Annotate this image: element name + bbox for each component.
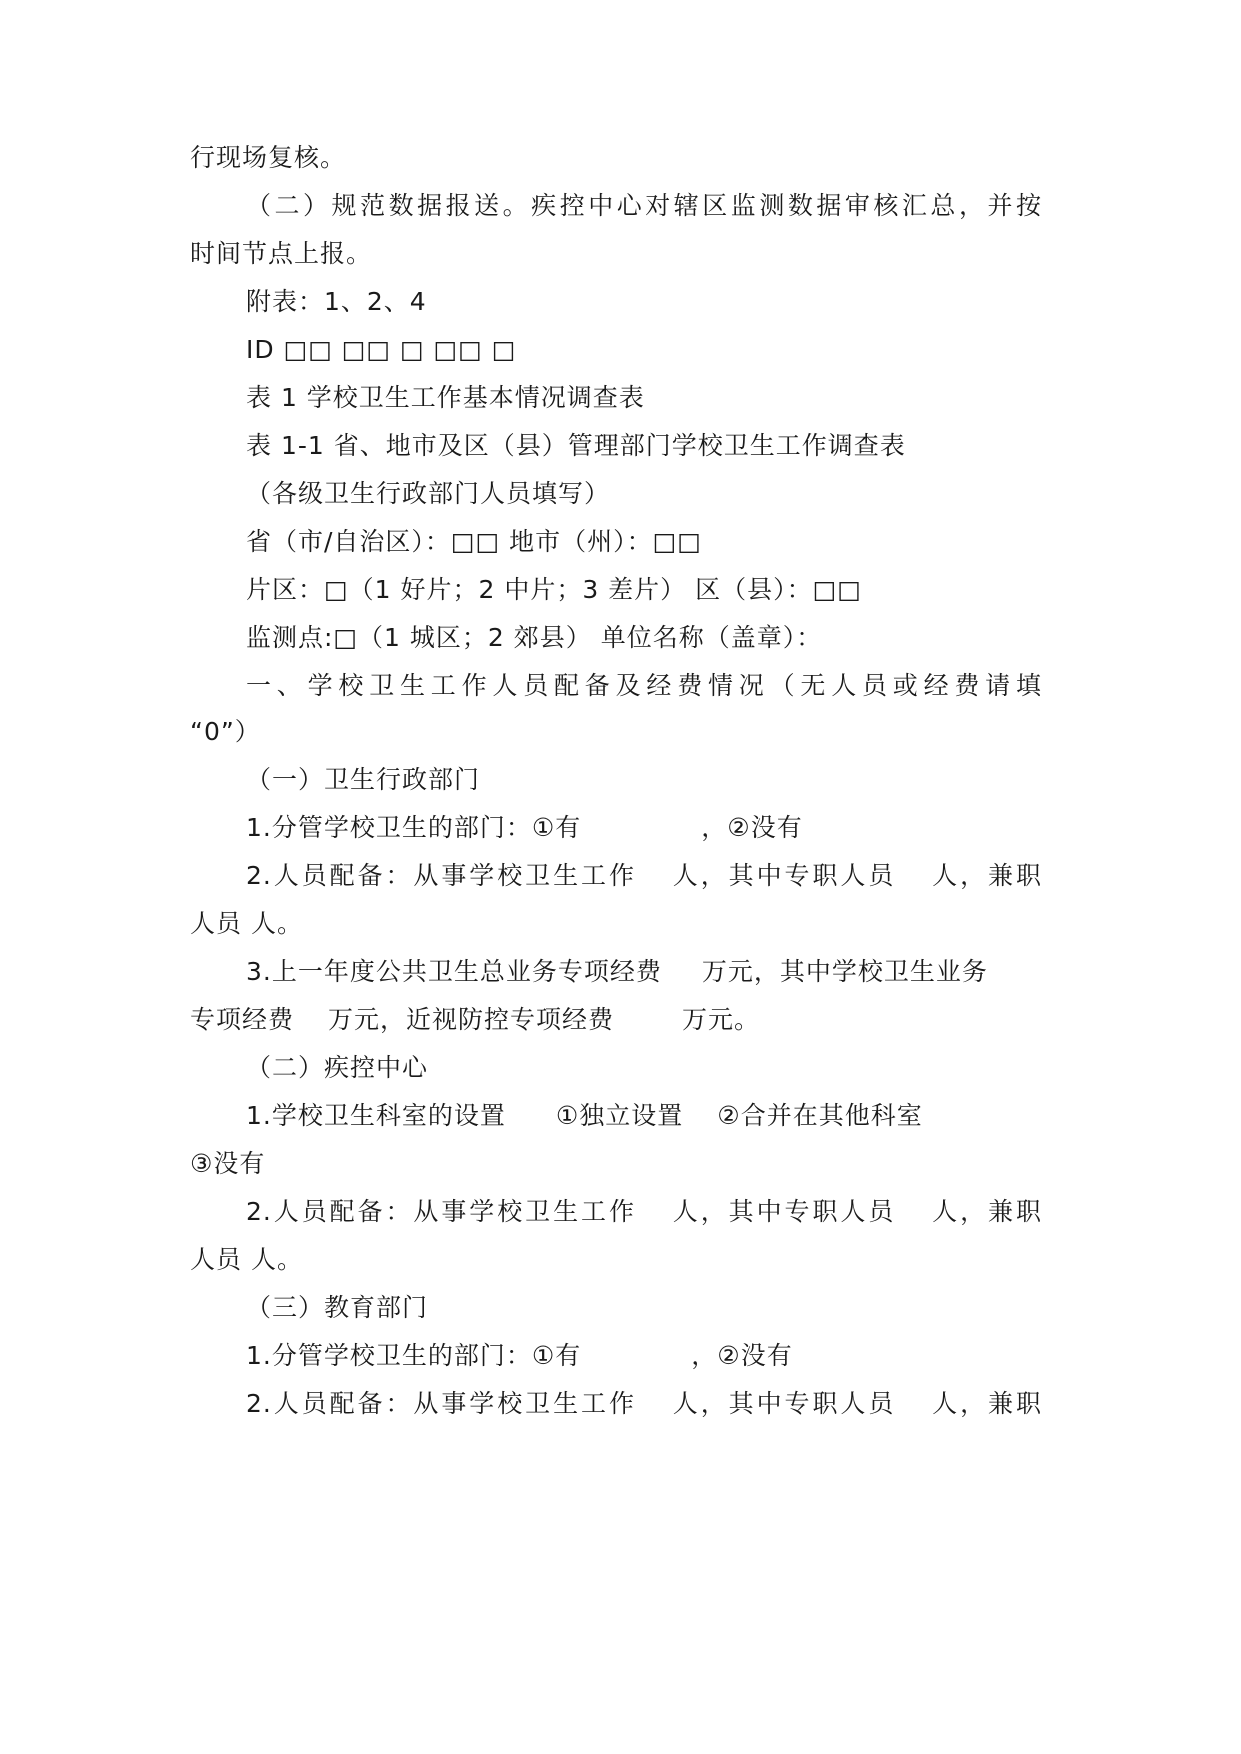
question-department: 1.分管学校卫生的部门：①有 ，②没有 xyxy=(246,813,803,842)
subsection-education: （三）教育部门 xyxy=(246,1293,429,1322)
question-funding: 3.上一年度公共卫生总业务专项经费 万元，其中学校卫生业务 xyxy=(246,957,988,986)
question-staffing: 2.人员配备：从事学校卫生工作 人，其中专职人员 人，兼职 xyxy=(246,861,1042,890)
province-city-field: 省（市/自治区）：□□ 地市（州）：□□ xyxy=(246,527,702,556)
question-department: 1.分管学校卫生的部门：①有 ，②没有 xyxy=(246,1341,793,1370)
text-line: 行现场复核。 xyxy=(190,143,347,172)
section-heading-staffing: 一、学校卫生工作人员配备及经费情况（无人员或经费请填 xyxy=(246,671,1042,700)
text-line: 时间节点上报。 xyxy=(190,239,373,268)
fill-instruction: （各级卫生行政部门人员填写） xyxy=(246,479,611,508)
text-line: ③没有 xyxy=(190,1149,266,1178)
id-boxes: ID □□ □□ □ □□ □ xyxy=(246,335,517,364)
table-subtitle: 表 1-1 省、地市及区（县）管理部门学校卫生工作调查表 xyxy=(246,431,906,460)
monitoring-point-field: 监测点:□（1 城区；2 郊县） 单位名称（盖章）： xyxy=(246,623,823,652)
text-line: 人员 人。 xyxy=(190,909,303,938)
question-staffing: 2.人员配备：从事学校卫生工作 人，其中专职人员 人，兼职 xyxy=(246,1197,1042,1226)
subsection-health-admin: （一）卫生行政部门 xyxy=(246,765,481,794)
district-field: 片区：□（1 好片；2 中片；3 差片） 区（县）：□□ xyxy=(246,575,862,604)
question-staffing: 2.人员配备：从事学校卫生工作 人，其中专职人员 人，兼职 xyxy=(246,1389,1042,1418)
table-title: 表 1 学校卫生工作基本情况调查表 xyxy=(246,383,645,412)
text-line: 人员 人。 xyxy=(190,1245,303,1274)
section-heading-data-reporting: （二）规范数据报送。疾控中心对辖区监测数据审核汇总，并按 xyxy=(246,191,1042,220)
subsection-cdc: （二）疾控中心 xyxy=(246,1053,429,1082)
text-line: 专项经费 万元，近视防控专项经费 万元。 xyxy=(190,1005,761,1034)
text-line: “0”） xyxy=(190,717,261,746)
appendix-list: 附表：1、2、4 xyxy=(246,287,427,316)
question-office-setup: 1.学校卫生科室的设置 ①独立设置 ②合并在其他科室 xyxy=(246,1101,923,1130)
